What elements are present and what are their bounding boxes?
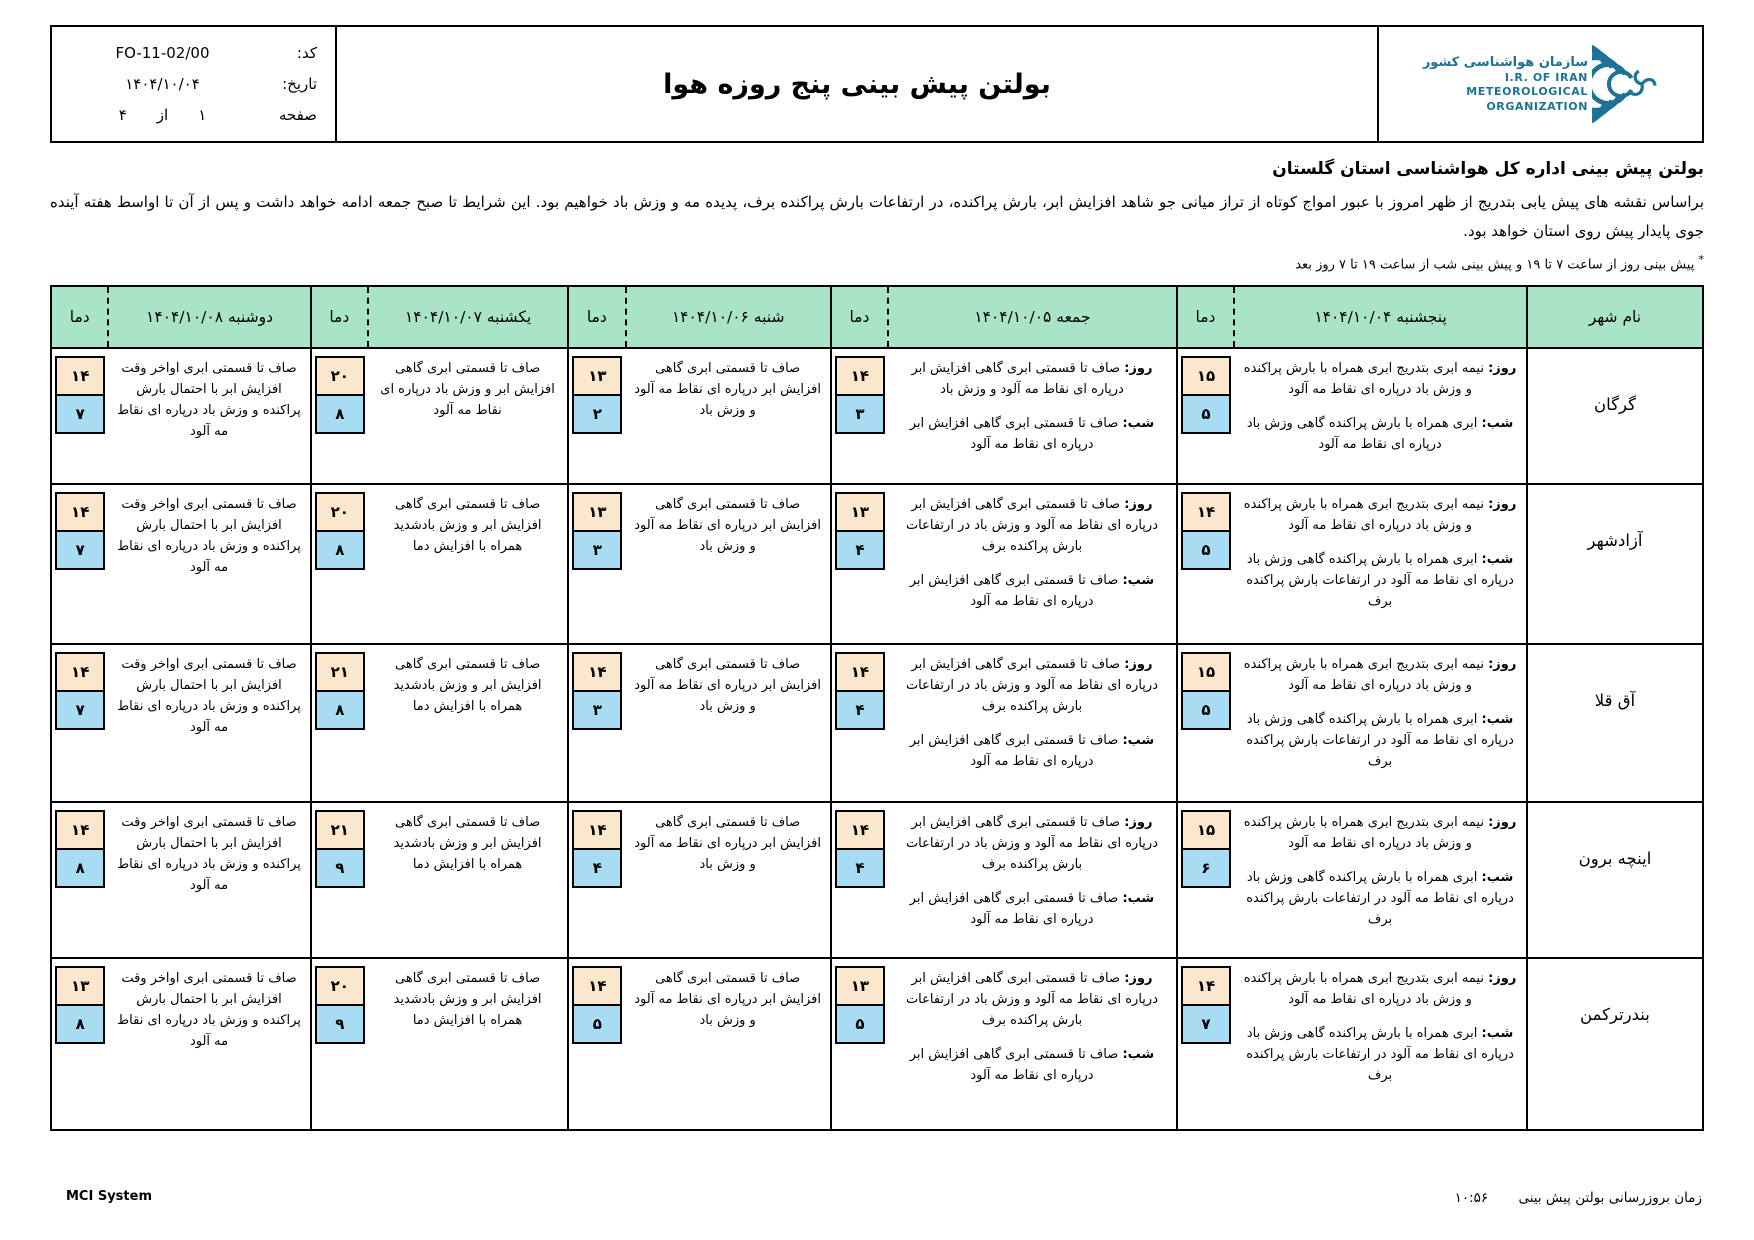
forecast-night-text: شب: ابری همراه با بارش پراکنده گاهی وزش باد درپاره ای نقاط مه آلود در ارتفاعات بارش پراکنده برف [1246, 869, 1514, 928]
meteorological-organization-spiral-icon [1592, 30, 1692, 138]
temp-min: ۷ [1181, 1004, 1231, 1044]
city-name: آق قلا [1527, 644, 1703, 802]
forecast-text: صاف تا قسمتی ابری گاهی افزایش ابر درپاره ای نقاط مه آلود و وزش باد [634, 496, 821, 554]
forecast-cell [626, 348, 831, 484]
forecast-day-text: روز: نیمه ابری بتدریج ابری همراه با بارش پراکنده و وزش باد درپاره ای نقاط مه آلود [1243, 360, 1517, 397]
date-value: ۱۴۰۴/۱۰/۰۴ [125, 74, 200, 93]
temp-max: ۲۰ [315, 966, 365, 1006]
temperature-cell [311, 958, 368, 1130]
temp-max: ۱۵ [1181, 652, 1231, 692]
forecast-cell [1234, 348, 1527, 484]
city-name: گرگان [1527, 348, 1703, 484]
forecast-night-text: شب: ابری همراه با بارش پراکنده گاهی وزش باد درپاره ای نقاط مه آلود در ارتفاعات بارش پراکنده برف [1246, 711, 1514, 770]
forecast-day-text: روز: نیمه ابری بتدریج ابری همراه با بارش پراکنده و وزش باد درپاره ای نقاط مه آلود [1243, 970, 1517, 1007]
temp-min: ۵ [1181, 690, 1231, 730]
page-numbers [70, 106, 255, 124]
city-name: آزادشهر [1527, 484, 1703, 644]
temperature-cell [1177, 484, 1234, 644]
forecast-cell [368, 644, 568, 802]
temp-max: ۱۴ [55, 356, 105, 396]
temp-column-header-1: دما [831, 286, 888, 348]
forecast-cell [368, 958, 568, 1130]
forecast-night-text: شب: صاف تا قسمتی ابری گاهی افزایش ابر درپاره ای نقاط مه آلود [909, 1046, 1155, 1084]
city-forecast-row [51, 802, 1703, 958]
forecast-cell [888, 644, 1177, 802]
temp-min: ۵ [1181, 530, 1231, 570]
forecast-header-row [51, 286, 1703, 348]
meta-code-row [70, 44, 317, 62]
forecast-table-head [51, 286, 1703, 348]
forecast-day-text: روز: صاف تا قسمتی ابری گاهی افزایش ابر درپاره ای نقاط مه آلود و وزش باد در ارتفاعات بارش پراکنده برف [905, 970, 1158, 1028]
day-column-header-1: جمعه ۱۴۰۴/۱۰/۰۵ [888, 286, 1177, 348]
organization-logo-box [1377, 27, 1702, 141]
day-column-header-2: شنبه ۱۴۰۴/۱۰/۰۶ [626, 286, 831, 348]
temperature-cell [311, 644, 368, 802]
update-time-value: ۱۰:۵۶ [1454, 1190, 1489, 1206]
forecast-cell [1234, 802, 1527, 958]
forecast-cell [108, 802, 310, 958]
city-name: اینچه برون [1527, 802, 1703, 958]
temperature-cell [1177, 958, 1234, 1130]
forecast-day-text: روز: صاف تا قسمتی ابری گاهی افزایش ابر درپاره ای نقاط مه آلود و وزش باد [911, 360, 1153, 397]
forecast-cell [1234, 644, 1527, 802]
city-column-header: نام شهر [1527, 286, 1703, 348]
temp-max: ۱۴ [572, 652, 622, 692]
temperature-cell [1177, 644, 1234, 802]
day-column-header-4: دوشنبه ۱۴۰۴/۱۰/۰۸ [108, 286, 310, 348]
temp-min: ۳ [835, 394, 885, 434]
forecast-table-body [51, 348, 1703, 1130]
temp-column-header-0: دما [1177, 286, 1234, 348]
organization-name-en-2: METEOROLOGICAL [1466, 85, 1588, 99]
day-column-header-3: یکشنبه ۱۴۰۴/۱۰/۰۷ [368, 286, 568, 348]
temp-max: ۲۱ [315, 652, 365, 692]
temp-max: ۱۴ [835, 810, 885, 850]
update-time-label: زمان بروزرسانی بولتن پیش بینی [1518, 1190, 1702, 1206]
temperature-cell [51, 644, 108, 802]
temp-max: ۱۴ [572, 966, 622, 1006]
forecast-night-text: شب: صاف تا قسمتی ابری گاهی افزایش ابر درپاره ای نقاط مه آلود [909, 890, 1155, 928]
document-header [50, 25, 1704, 143]
temp-min: ۹ [315, 1004, 365, 1044]
meta-date-row [70, 75, 317, 93]
forecast-cell [888, 484, 1177, 644]
temperature-cell [568, 348, 625, 484]
document-meta-box [52, 27, 337, 141]
temp-max: ۱۳ [835, 492, 885, 532]
update-time-footer [1455, 1190, 1702, 1206]
temperature-cell [51, 484, 108, 644]
code-label: کد: [296, 43, 317, 62]
forecast-text: صاف تا قسمتی ابری گاهی افزایش ابر و وزش باد درپاره ای نقاط مه آلود [380, 360, 555, 418]
organization-name-fa: سازمان هواشناسی کشور [1422, 54, 1588, 70]
temp-max: ۱۴ [55, 652, 105, 692]
day-column-header-0: پنجشنبه ۱۴۰۴/۱۰/۰۴ [1234, 286, 1527, 348]
forecast-cell [888, 348, 1177, 484]
temperature-cell [831, 484, 888, 644]
temp-max: ۱۳ [835, 966, 885, 1006]
temp-min: ۴ [572, 848, 622, 888]
temp-min: ۸ [315, 394, 365, 434]
forecast-cell [368, 348, 568, 484]
forecast-cell [368, 802, 568, 958]
temp-min: ۵ [835, 1004, 885, 1044]
temp-min: ۳ [572, 530, 622, 570]
temp-min: ۳ [572, 690, 622, 730]
forecast-day-text: روز: نیمه ابری بتدریج ابری همراه با بارش پراکنده و وزش باد درپاره ای نقاط مه آلود [1243, 814, 1517, 851]
city-forecast-row [51, 644, 1703, 802]
temperature-cell [311, 802, 368, 958]
forecast-day-text: روز: نیمه ابری بتدریج ابری همراه با بارش پراکنده و وزش باد درپاره ای نقاط مه آلود [1243, 496, 1517, 533]
forecast-text: صاف تا قسمتی ابری اواخر وقت افزایش ابر با احتمال بارش پراکنده و وزش باد درپاره ای نقاط مه آلود [117, 814, 301, 893]
temp-min: ۷ [55, 530, 105, 570]
forecast-cell [108, 348, 310, 484]
forecast-night-text: شب: ابری همراه با بارش پراکنده گاهی وزش باد درپاره ای نقاط مه آلود در ارتفاعات بارش پراکنده برف [1246, 1025, 1514, 1084]
forecast-night-text: شب: ابری همراه با بارش پراکنده گاهی وزش باد درپاره ای نقاط مه آلود در ارتفاعات بارش پراکنده برف [1246, 551, 1514, 610]
temp-max: ۱۴ [1181, 966, 1231, 1006]
temp-max: ۱۴ [55, 492, 105, 532]
forecast-cell [1234, 958, 1527, 1130]
organization-name [1423, 54, 1588, 115]
forecast-night-text: شب: صاف تا قسمتی ابری گاهی افزایش ابر درپاره ای نقاط مه آلود [909, 415, 1155, 452]
temp-min: ۴ [835, 530, 885, 570]
forecast-night-text: شب: ابری همراه با بارش پراکنده گاهی وزش باد درپاره ای نقاط مه آلود [1246, 415, 1514, 452]
system-name-footer: MCI System [66, 1189, 152, 1204]
temperature-cell [831, 802, 888, 958]
code-value: FO-11-02/00 [115, 43, 210, 62]
page-total: ۴ [118, 106, 127, 125]
forecast-text: صاف تا قسمتی ابری اواخر وقت افزایش ابر با احتمال بارش پراکنده و وزش باد درپاره ای نقاط مه آلود [117, 656, 301, 735]
forecast-cell [368, 484, 568, 644]
temp-max: ۱۵ [1181, 356, 1231, 396]
temp-column-header-2: دما [568, 286, 625, 348]
forecast-day-text: روز: صاف تا قسمتی ابری گاهی افزایش ابر درپاره ای نقاط مه آلود و وزش باد در ارتفاعات بارش پراکنده برف [905, 496, 1158, 554]
city-forecast-row [51, 484, 1703, 644]
temperature-cell [1177, 348, 1234, 484]
temp-max: ۲۱ [315, 810, 365, 850]
temperature-cell [831, 958, 888, 1130]
temperature-cell [568, 484, 625, 644]
temp-max: ۱۴ [572, 810, 622, 850]
forecast-text: صاف تا قسمتی ابری گاهی افزایش ابر درپاره ای نقاط مه آلود و وزش باد [634, 656, 821, 714]
forecast-text: صاف تا قسمتی ابری گاهی افزایش ابر و وزش بادشدید همراه با افزایش دما [393, 814, 542, 872]
city-forecast-row [51, 958, 1703, 1130]
page-number: ۱ [198, 106, 207, 125]
forecast-day-text: روز: صاف تا قسمتی ابری گاهی افزایش ابر درپاره ای نقاط مه آلود و وزش باد در ارتفاعات بارش پراکنده برف [905, 656, 1158, 714]
temperature-cell [51, 802, 108, 958]
city-forecast-row [51, 348, 1703, 484]
page-label: صفحه [278, 106, 317, 125]
forecast-text: صاف تا قسمتی ابری گاهی افزایش ابر و وزش بادشدید همراه با افزایش دما [393, 496, 542, 554]
forecast-text: صاف تا قسمتی ابری اواخر وقت افزایش ابر با احتمال بارش پراکنده و وزش باد درپاره ای نقاط مه آلود [117, 970, 301, 1049]
temp-column-header-4: دما [51, 286, 108, 348]
main-content [50, 159, 1704, 1131]
temp-min: ۵ [1181, 394, 1231, 434]
forecast-day-text: روز: نیمه ابری بتدریج ابری همراه با بارش پراکنده و وزش باد درپاره ای نقاط مه آلود [1243, 656, 1517, 693]
forecast-cell [626, 484, 831, 644]
temperature-cell [311, 484, 368, 644]
temp-max: ۱۳ [55, 966, 105, 1006]
temp-min: ۴ [835, 690, 885, 730]
city-name: بندرترکمن [1527, 958, 1703, 1130]
temperature-cell [1177, 802, 1234, 958]
organization-name-en-3: ORGANIZATION [1486, 99, 1588, 113]
forecast-day-text: روز: صاف تا قسمتی ابری گاهی افزایش ابر درپاره ای نقاط مه آلود و وزش باد در ارتفاعات بارش پراکنده برف [905, 814, 1158, 872]
forecast-cell [1234, 484, 1527, 644]
temp-min: ۸ [55, 1004, 105, 1044]
temp-max: ۱۴ [1181, 492, 1231, 532]
forecast-text: صاف تا قسمتی ابری اواخر وقت افزایش ابر با احتمال بارش پراکنده و وزش باد درپاره ای نقاط مه آلود [117, 496, 301, 575]
temp-min: ۲ [572, 394, 622, 434]
temp-min: ۸ [55, 848, 105, 888]
footnote-asterisk: * [1698, 252, 1704, 266]
temp-min: ۶ [1181, 848, 1231, 888]
meta-page-row [70, 106, 317, 124]
forecast-hours-footnote [50, 253, 1704, 272]
forecast-cell [626, 802, 831, 958]
temp-max: ۱۵ [1181, 810, 1231, 850]
temperature-cell [51, 348, 108, 484]
footnote-text: پیش بینی روز از ساعت ۷ تا ۱۹ و پیش بینی شب از ساعت ۱۹ تا ۷ روز بعد [1295, 256, 1695, 272]
forecast-cell [626, 644, 831, 802]
temp-min: ۸ [315, 530, 365, 570]
temp-max: ۲۰ [315, 356, 365, 396]
page-of-word: از [156, 106, 169, 125]
forecast-text: صاف تا قسمتی ابری گاهی افزایش ابر و وزش بادشدید همراه با افزایش دما [393, 970, 542, 1028]
temperature-cell [51, 958, 108, 1130]
forecast-night-text: شب: صاف تا قسمتی ابری گاهی افزایش ابر درپاره ای نقاط مه آلود [909, 572, 1155, 610]
temp-max: ۱۴ [55, 810, 105, 850]
temp-max: ۱۴ [835, 356, 885, 396]
organization-name-en-1: I.R. OF IRAN [1504, 70, 1588, 84]
temperature-cell [568, 958, 625, 1130]
temp-max: ۱۳ [572, 492, 622, 532]
five-day-forecast-table [50, 285, 1704, 1131]
forecast-cell [626, 958, 831, 1130]
temp-min: ۸ [315, 690, 365, 730]
forecast-night-text: شب: صاف تا قسمتی ابری گاهی افزایش ابر درپاره ای نقاط مه آلود [909, 732, 1155, 770]
temp-column-header-3: دما [311, 286, 368, 348]
temp-min: ۹ [315, 848, 365, 888]
forecast-text: صاف تا قسمتی ابری گاهی افزایش ابر و وزش بادشدید همراه با افزایش دما [393, 656, 542, 714]
temperature-cell [568, 802, 625, 958]
forecast-cell [108, 484, 310, 644]
temperature-cell [831, 644, 888, 802]
bulletin-subtitle: بولتن پیش بینی اداره کل هواشناسی استان گلستان [1272, 159, 1704, 179]
temp-max: ۱۴ [835, 652, 885, 692]
forecast-summary-paragraph: براساس نقشه های پیش یابی بتدریج از ظهر امروز با عبور امواج کوتاه از تراز میانی جو شاهد افزایش ابر، بارش پراکنده، در ارتفاعات بارش پراکنده برف، پدیده مه و وزش باد خواهیم بود. این شرایط تا صبح جمعه ادامه خواهد داشت و پس از آن تا اواسط هفته آینده جوی پایدار پیش روی استان خواهد بود. [50, 193, 1704, 241]
forecast-cell [888, 802, 1177, 958]
forecast-cell [108, 644, 310, 802]
forecast-text: صاف تا قسمتی ابری گاهی افزایش ابر درپاره ای نقاط مه آلود و وزش باد [634, 970, 821, 1028]
temp-min: ۷ [55, 690, 105, 730]
temperature-cell [311, 348, 368, 484]
forecast-text: صاف تا قسمتی ابری اواخر وقت افزایش ابر با احتمال بارش پراکنده و وزش باد درپاره ای نقاط مه آلود [117, 360, 301, 439]
page-title: بولتن پیش بینی پنج روزه هوا [663, 68, 1051, 100]
forecast-cell [888, 958, 1177, 1130]
date-label: تاریخ: [282, 74, 317, 93]
temp-max: ۲۰ [315, 492, 365, 532]
forecast-text: صاف تا قسمتی ابری گاهی افزایش ابر درپاره ای نقاط مه آلود و وزش باد [634, 814, 821, 872]
temp-min: ۷ [55, 394, 105, 434]
temp-min: ۵ [572, 1004, 622, 1044]
temperature-cell [831, 348, 888, 484]
temperature-cell [568, 644, 625, 802]
temp-min: ۴ [835, 848, 885, 888]
temp-max: ۱۳ [572, 356, 622, 396]
forecast-cell [108, 958, 310, 1130]
forecast-text: صاف تا قسمتی ابری گاهی افزایش ابر درپاره ای نقاط مه آلود و وزش باد [634, 360, 821, 418]
